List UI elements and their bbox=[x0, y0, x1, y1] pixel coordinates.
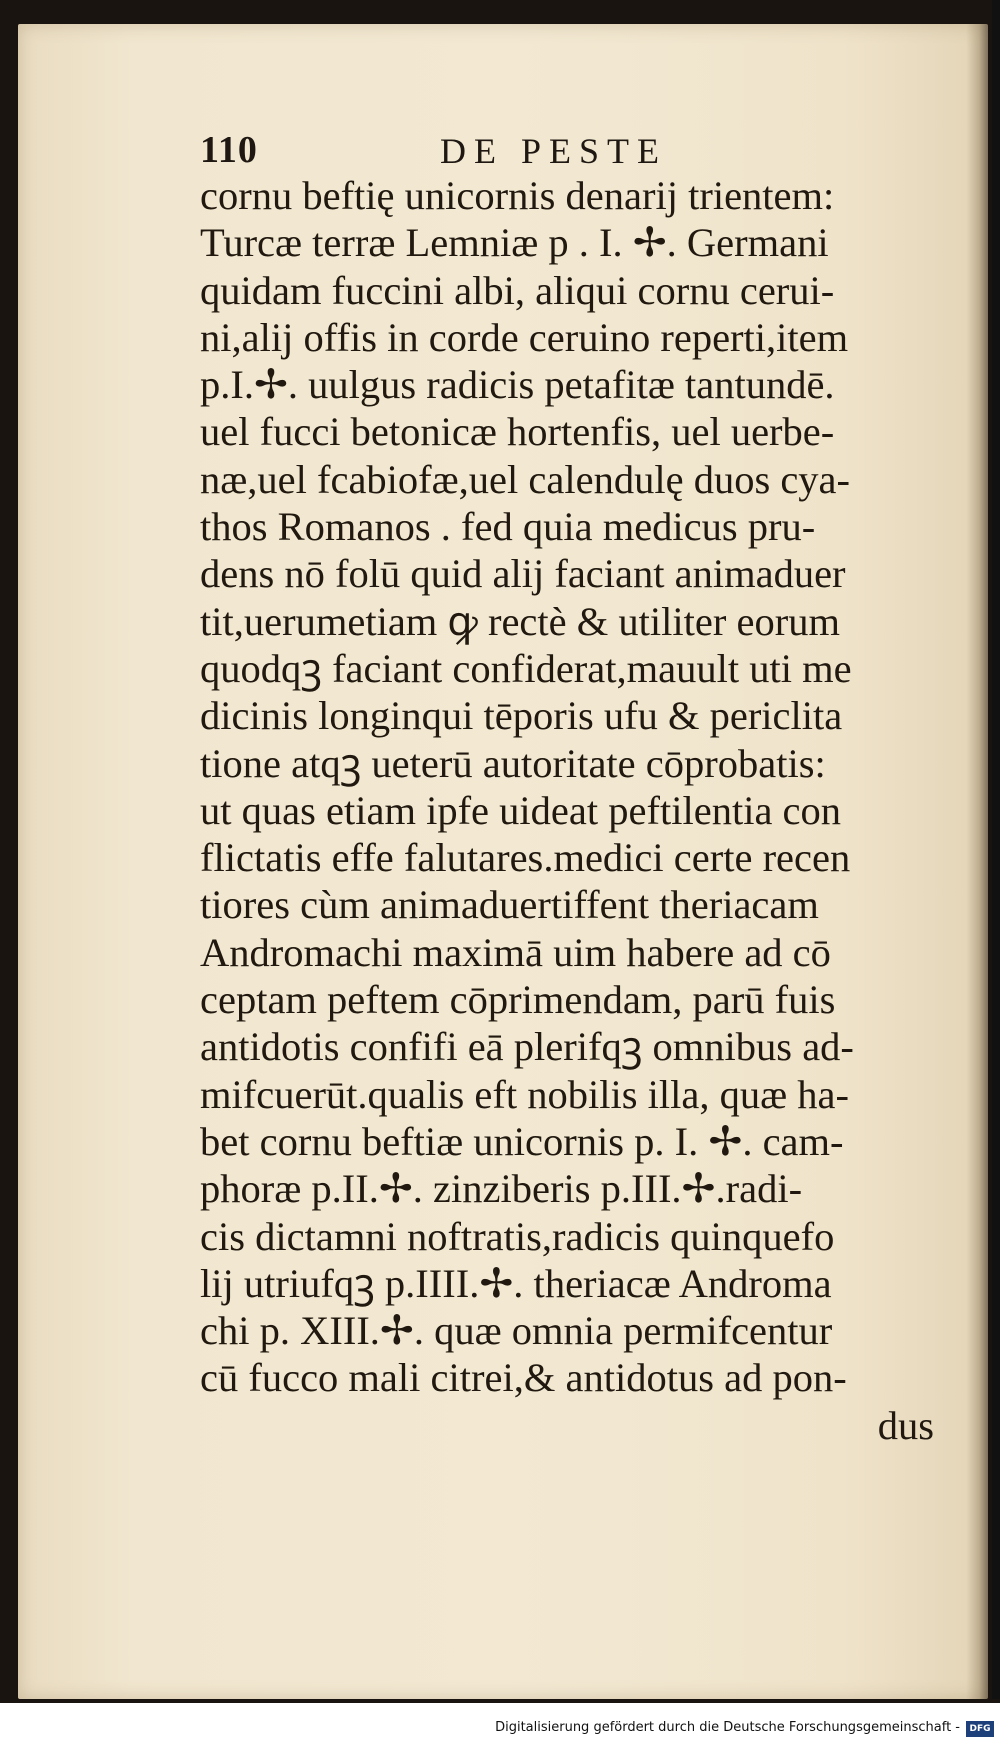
dfg-logo-icon: DFG bbox=[966, 1721, 994, 1737]
text-line: ceptam peftem cōprimendam, parū fuis bbox=[200, 977, 836, 1023]
text-line: thos Romanos . fed quia medicus pru- bbox=[200, 504, 816, 550]
text-line: tiores cùm animaduertiffent theriacam bbox=[200, 882, 819, 928]
body-text bbox=[200, 172, 940, 1449]
text-line: ut quas etiam ipfe uideat peftilentia con bbox=[200, 787, 842, 833]
catchword: dus bbox=[877, 1402, 934, 1448]
text-line: chi p. XIII.✢. quæ omnia permifcentur bbox=[200, 1308, 833, 1354]
text-line: bet cornu beftiæ unicornis p. I. ✢. cam- bbox=[200, 1118, 844, 1164]
running-title: DE PESTE bbox=[440, 131, 668, 171]
text-line: quidam fuccini albi, aliqui cornu cerui- bbox=[200, 267, 835, 313]
text-line: tione atqꝫ ueterū autoritate cōprobatis: bbox=[200, 740, 826, 786]
text-line: lij utriufqꝫ p.IIII.✢. theriacæ Androma bbox=[200, 1260, 832, 1306]
text-line: quodqꝫ faciant confiderat,mauult uti me bbox=[200, 645, 852, 691]
page-number: 110 bbox=[200, 129, 258, 171]
text-line: tit,uerumetiam ꝙ rectè & utiliter eorum bbox=[200, 598, 840, 644]
text-line: antidotis confifi eā plerifqꝫ omnibus ad- bbox=[200, 1024, 854, 1070]
text-line: p.I.✢. uulgus radicis petafitæ tantundē. bbox=[200, 362, 835, 408]
text-line: Turcæ terræ Lemniæ p . I. ✢. Germani bbox=[200, 220, 829, 266]
text-line: cis dictamni noftratis,radicis quinquefo bbox=[200, 1213, 835, 1259]
text-line: flictatis effe falutares.medici certe recen bbox=[200, 835, 851, 881]
text-line: cornu beftię unicornis denarij trientem: bbox=[200, 173, 835, 218]
text-line: mifcuerūt.qualis eft nobilis illa, quæ ha- bbox=[200, 1071, 849, 1117]
text-line: cū fucco mali citrei,& antidotus ad pon- bbox=[200, 1355, 847, 1401]
funding-credit: Digitalisierung gefördert durch die Deutsche Forschungsgemeinschaft - bbox=[495, 1720, 960, 1735]
text-line: Andromachi maximā uim habere ad cō bbox=[200, 929, 831, 975]
page-header bbox=[200, 128, 760, 176]
page-gutter-shadow bbox=[966, 24, 988, 1699]
text-line: phoræ p.II.✢. zinziberis p.III.✢.radi- bbox=[200, 1166, 803, 1212]
footer-bar bbox=[0, 1703, 1000, 1745]
text-line: uel fucci betonicæ hortenfis, uel uerbe- bbox=[200, 409, 835, 455]
text-line: næ,uel fcabiofæ,uel calendulę duos cya- bbox=[200, 456, 851, 502]
right-scan-edge bbox=[992, 0, 1000, 1745]
text-line: ni,alij offis in corde ceruino reperti,item bbox=[200, 314, 849, 360]
text-line: dens nō folū quid alij faciant animaduer bbox=[200, 551, 846, 597]
text-line: dicinis longinqui tēporis ufu & periclita bbox=[200, 693, 843, 739]
